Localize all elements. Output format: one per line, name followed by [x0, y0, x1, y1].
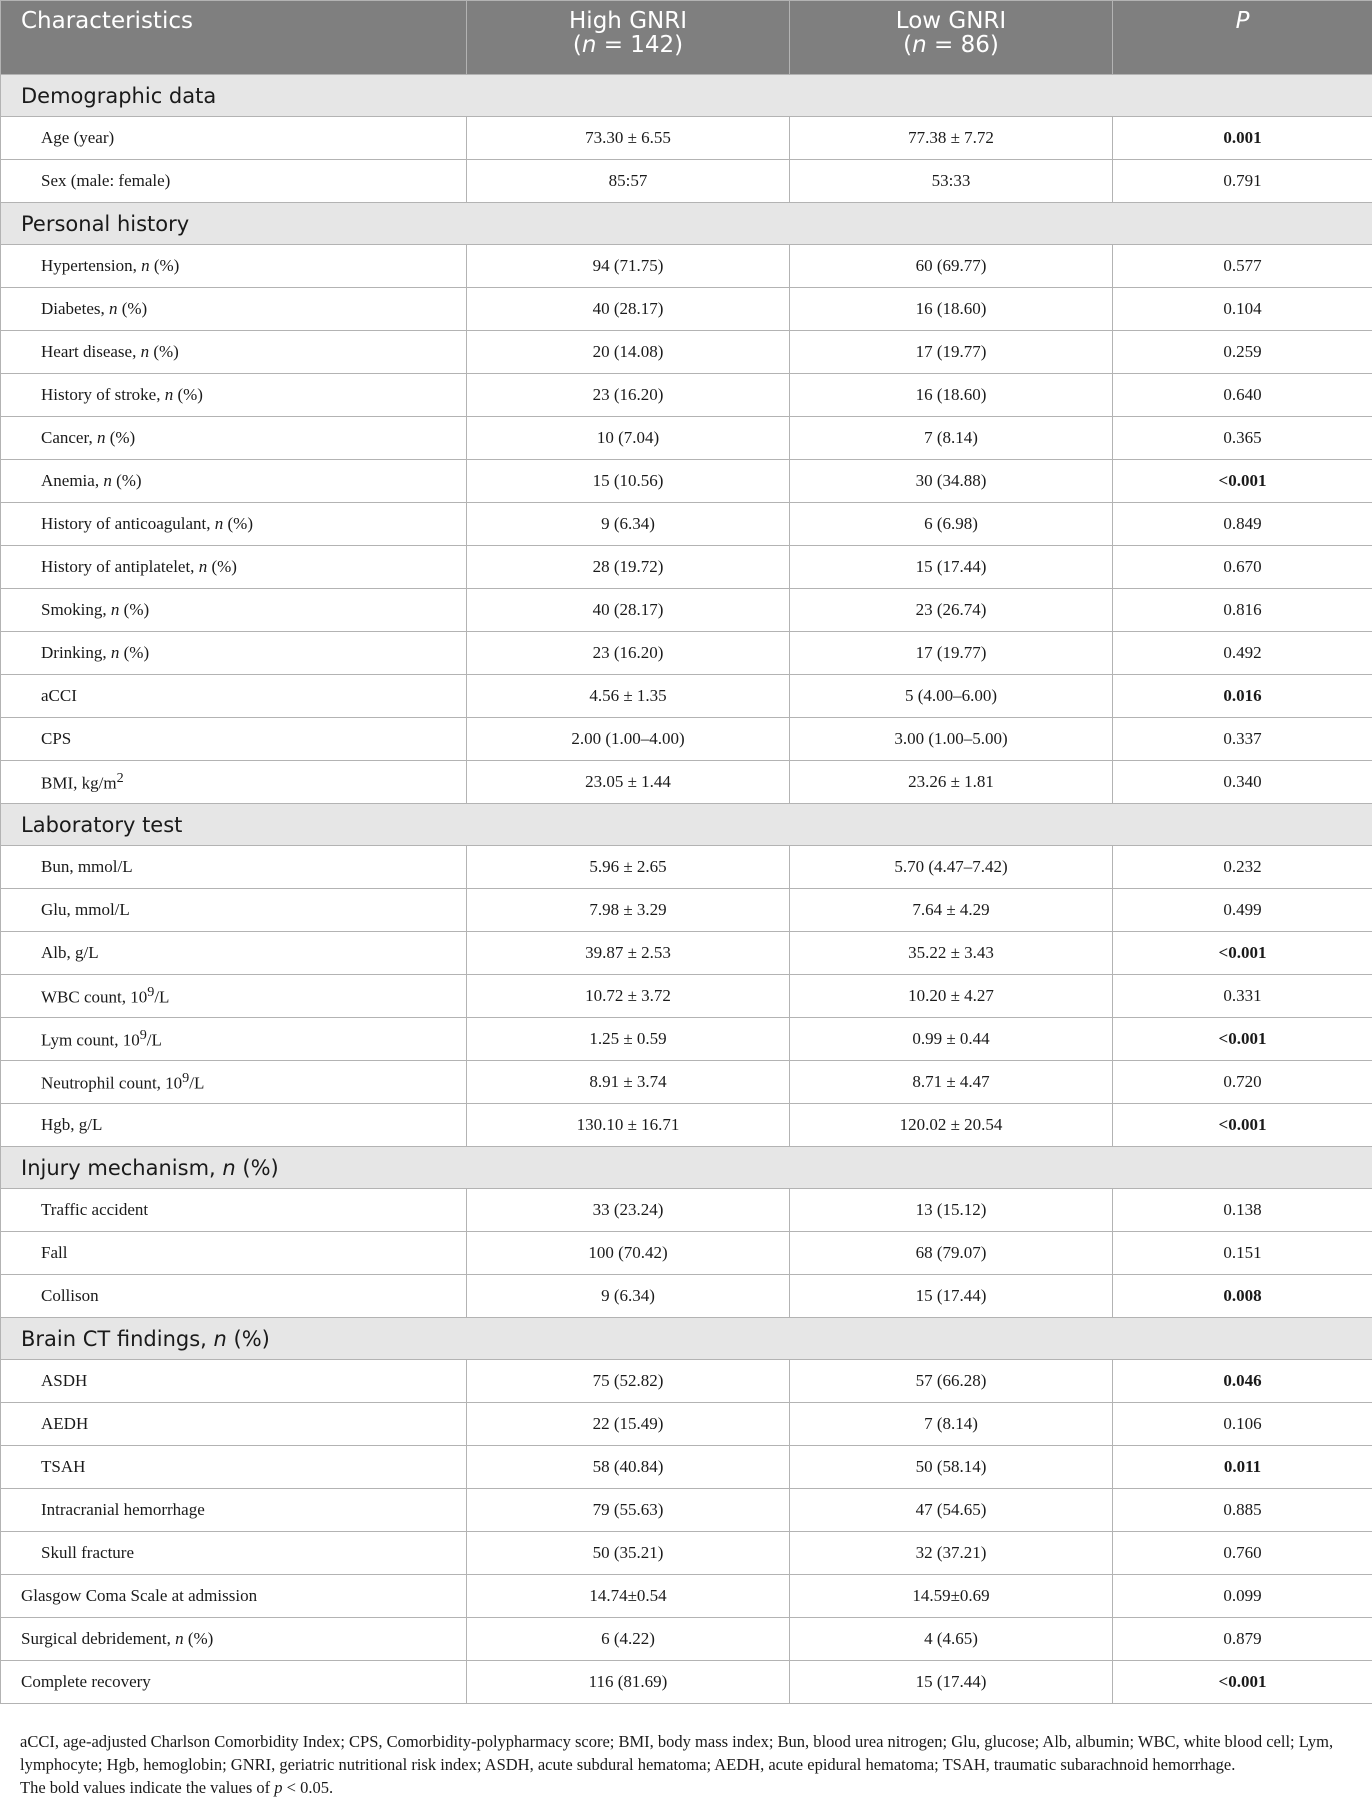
high-gnri-value: 79 (55.63) [467, 1489, 790, 1532]
n-symbol: n [109, 299, 118, 318]
row-label: Traffic accident [1, 1189, 467, 1232]
section-brain-ct [1, 1318, 1372, 1360]
p-value: 0.259 [1113, 331, 1372, 374]
row-label-text: Diabetes, [41, 299, 109, 318]
row-label: Age (year) [1, 117, 467, 160]
row-label: Bun, mmol/L [1, 846, 467, 889]
p-value: 0.640 [1113, 374, 1372, 417]
p-value: 0.492 [1113, 632, 1372, 675]
p-value: <0.001 [1113, 932, 1372, 975]
row-label [1, 288, 467, 331]
p-value: 0.816 [1113, 589, 1372, 632]
n-symbol: n [141, 342, 150, 361]
row-label [1, 245, 467, 288]
p-value: 0.499 [1113, 889, 1372, 932]
low-gnri-value: 14.59±0.69 [790, 1575, 1113, 1618]
high-gnri-value: 23 (16.20) [467, 632, 790, 675]
low-gnri-value: 17 (19.77) [790, 331, 1113, 374]
row-label-text: Lym count, 10 [41, 1031, 140, 1050]
footnote-bold-text: The bold values indicate the values of [20, 1778, 274, 1797]
low-gnri-value: 16 (18.60) [790, 288, 1113, 331]
high-gnri-value: 22 (15.49) [467, 1403, 790, 1446]
high-gnri-value: 116 (81.69) [467, 1661, 790, 1704]
percent-symbol: (%) [173, 385, 203, 404]
row-label: Intracranial hemorrhage [1, 1489, 467, 1532]
p-value: <0.001 [1113, 1661, 1372, 1704]
row-label [1, 546, 467, 589]
header-row [1, 1, 1372, 75]
table-row [1, 975, 1372, 1018]
row-label: Collison [1, 1275, 467, 1318]
high-gnri-value: 5.96 ± 2.65 [467, 846, 790, 889]
section-demographic: Demographic data [1, 75, 1372, 117]
row-label-text: Hypertension, [41, 256, 141, 275]
table-row [1, 460, 1372, 503]
table-row [1, 1575, 1372, 1618]
table-row [1, 632, 1372, 675]
p-value: <0.001 [1113, 460, 1372, 503]
row-label-text: WBC count, 10 [41, 988, 147, 1007]
header-low-gnri-open: ( [903, 32, 912, 58]
high-gnri-value: 9 (6.34) [467, 503, 790, 546]
header-low-gnri-name: Low GNRI [896, 8, 1006, 34]
header-p-value [1113, 1, 1372, 75]
row-label-text: Neutrophil count, 10 [41, 1074, 182, 1093]
low-gnri-value: 17 (19.77) [790, 632, 1113, 675]
row-label [1, 589, 467, 632]
n-symbol: n [199, 557, 208, 576]
footnote-abbreviations: aCCI, age-adjusted Charlson Comorbidity Index; CPS, Comorbidity-polypharmacy score; BMI, body mass index; Bun, blood urea nitrogen; Glu, glucose; Alb, albumin; WBC, white blood cell; Lym, lymphocyte; Hgb, hemoglobin; GNRI, geriatric nutritional risk index; ASDH, acute subdural hematoma; AEDH, acute epidural hematoma; TSAH, traumatic subarachnoid hemorrhage. [20, 1730, 1360, 1776]
section-row [1, 804, 1372, 846]
low-gnri-value: 15 (17.44) [790, 1275, 1113, 1318]
p-value: 0.138 [1113, 1189, 1372, 1232]
row-label-text: History of anticoagulant, [41, 514, 215, 533]
low-gnri-value: 7.64 ± 4.29 [790, 889, 1113, 932]
high-gnri-value: 2.00 (1.00–4.00) [467, 718, 790, 761]
header-low-gnri-count: = 86) [927, 32, 999, 58]
row-label: ASDH [1, 1360, 467, 1403]
high-gnri-value: 28 (19.72) [467, 546, 790, 589]
high-gnri-value: 33 (23.24) [467, 1189, 790, 1232]
low-gnri-value: 77.38 ± 7.72 [790, 117, 1113, 160]
p-value: 0.760 [1113, 1532, 1372, 1575]
high-gnri-value: 9 (6.34) [467, 1275, 790, 1318]
row-label [1, 331, 467, 374]
low-gnri-value: 23.26 ± 1.81 [790, 761, 1113, 804]
superscript: 9 [147, 984, 154, 1000]
p-value: 0.008 [1113, 1275, 1372, 1318]
p-value: 0.232 [1113, 846, 1372, 889]
section-injury-text: Injury mechanism, [21, 1156, 222, 1180]
row-label: AEDH [1, 1403, 467, 1446]
low-gnri-value: 23 (26.74) [790, 589, 1113, 632]
high-gnri-value: 4.56 ± 1.35 [467, 675, 790, 718]
p-value: 0.879 [1113, 1618, 1372, 1661]
row-label: Alb, g/L [1, 932, 467, 975]
low-gnri-value: 60 (69.77) [790, 245, 1113, 288]
p-value: 0.337 [1113, 718, 1372, 761]
table-row [1, 1403, 1372, 1446]
row-label-text: Heart disease, [41, 342, 141, 361]
row-label [1, 374, 467, 417]
row-label-text: Drinking, [41, 643, 111, 662]
table-row [1, 1275, 1372, 1318]
row-label: Hgb, g/L [1, 1104, 467, 1147]
n-symbol: n [215, 514, 224, 533]
high-gnri-value: 94 (71.75) [467, 245, 790, 288]
percent-symbol: (%) [227, 1327, 270, 1351]
low-gnri-value: 32 (37.21) [790, 1532, 1113, 1575]
row-label [1, 975, 467, 1018]
percent-symbol: (%) [207, 557, 237, 576]
row-label-text: Cancer, [41, 428, 97, 447]
low-gnri-value: 10.20 ± 4.27 [790, 975, 1113, 1018]
low-gnri-value: 16 (18.60) [790, 374, 1113, 417]
header-high-gnri-count: = 142) [596, 32, 683, 58]
row-label-text: Anemia, [41, 471, 103, 490]
high-gnri-value: 8.91 ± 3.74 [467, 1061, 790, 1104]
high-gnri-value: 6 (4.22) [467, 1618, 790, 1661]
percent-symbol: (%) [150, 256, 180, 275]
low-gnri-value: 47 (54.65) [790, 1489, 1113, 1532]
section-laboratory: Laboratory test [1, 804, 1372, 846]
table-row [1, 761, 1372, 804]
row-label: Complete recovery [1, 1661, 467, 1704]
low-gnri-value: 8.71 ± 4.47 [790, 1061, 1113, 1104]
p-value: 0.849 [1113, 503, 1372, 546]
low-gnri-value: 120.02 ± 20.54 [790, 1104, 1113, 1147]
section-row [1, 203, 1372, 245]
high-gnri-value: 58 (40.84) [467, 1446, 790, 1489]
n-symbol: n [103, 471, 112, 490]
percent-symbol: (%) [105, 428, 135, 447]
row-label: aCCI [1, 675, 467, 718]
row-label: Glu, mmol/L [1, 889, 467, 932]
p-value: 0.001 [1113, 117, 1372, 160]
percent-symbol: (%) [119, 600, 149, 619]
superscript: 9 [140, 1027, 147, 1043]
high-gnri-value: 1.25 ± 0.59 [467, 1018, 790, 1061]
p-value: <0.001 [1113, 1104, 1372, 1147]
table-row [1, 589, 1372, 632]
percent-symbol: (%) [112, 471, 142, 490]
percent-symbol: (%) [119, 643, 149, 662]
low-gnri-value: 0.99 ± 0.44 [790, 1018, 1113, 1061]
row-label [1, 1061, 467, 1104]
n-symbol: n [111, 643, 120, 662]
high-gnri-value: 100 (70.42) [467, 1232, 790, 1275]
row-label-text: Surgical debridement, [21, 1629, 175, 1648]
row-label [1, 761, 467, 804]
table-row [1, 1360, 1372, 1403]
row-label-text: History of stroke, [41, 385, 165, 404]
row-label [1, 417, 467, 460]
section-personal: Personal history [1, 203, 1372, 245]
row-label [1, 503, 467, 546]
table-row [1, 245, 1372, 288]
low-gnri-value: 30 (34.88) [790, 460, 1113, 503]
p-value: 0.340 [1113, 761, 1372, 804]
row-label: TSAH [1, 1446, 467, 1489]
high-gnri-value: 23.05 ± 1.44 [467, 761, 790, 804]
p-value: 0.577 [1113, 245, 1372, 288]
low-gnri-value: 6 (6.98) [790, 503, 1113, 546]
section-row [1, 1318, 1372, 1360]
table-row [1, 1489, 1372, 1532]
table-row [1, 117, 1372, 160]
unit-text: /L [189, 1074, 204, 1093]
n-symbol: n [111, 600, 120, 619]
table-row [1, 1232, 1372, 1275]
low-gnri-value: 53:33 [790, 160, 1113, 203]
row-label: Skull fracture [1, 1532, 467, 1575]
high-gnri-value: 10.72 ± 3.72 [467, 975, 790, 1018]
high-gnri-value: 85:57 [467, 160, 790, 203]
row-label: CPS [1, 718, 467, 761]
high-gnri-value: 20 (14.08) [467, 331, 790, 374]
footnote-bold-note [20, 1776, 1360, 1799]
table-row [1, 675, 1372, 718]
table-row [1, 889, 1372, 932]
table-row [1, 1061, 1372, 1104]
row-label: Sex (male: female) [1, 160, 467, 203]
n-symbol: n [222, 1156, 235, 1180]
low-gnri-value: 15 (17.44) [790, 1661, 1113, 1704]
header-high-gnri-n: n [582, 32, 597, 58]
header-characteristics: Characteristics [1, 1, 467, 75]
p-value: 0.331 [1113, 975, 1372, 1018]
table-row [1, 374, 1372, 417]
low-gnri-value: 5 (4.00–6.00) [790, 675, 1113, 718]
section-injury [1, 1147, 1372, 1189]
high-gnri-value: 23 (16.20) [467, 374, 790, 417]
header-p-label: P [1236, 8, 1250, 34]
row-label-text: BMI, kg/m [41, 774, 117, 793]
high-gnri-value: 40 (28.17) [467, 589, 790, 632]
p-value: 0.104 [1113, 288, 1372, 331]
high-gnri-value: 75 (52.82) [467, 1360, 790, 1403]
p-value: 0.885 [1113, 1489, 1372, 1532]
high-gnri-value: 15 (10.56) [467, 460, 790, 503]
section-ct-text: Brain CT findings, [21, 1327, 214, 1351]
p-value: 0.016 [1113, 675, 1372, 718]
high-gnri-value: 39.87 ± 2.53 [467, 932, 790, 975]
high-gnri-value: 73.30 ± 6.55 [467, 117, 790, 160]
table-row [1, 1618, 1372, 1661]
n-symbol: n [175, 1629, 184, 1648]
high-gnri-value: 130.10 ± 16.71 [467, 1104, 790, 1147]
table-row [1, 546, 1372, 589]
p-value: 0.720 [1113, 1061, 1372, 1104]
row-label: Glasgow Coma Scale at admission [1, 1575, 467, 1618]
low-gnri-value: 50 (58.14) [790, 1446, 1113, 1489]
n-symbol: n [97, 428, 106, 447]
table-row [1, 932, 1372, 975]
high-gnri-value: 7.98 ± 3.29 [467, 889, 790, 932]
table-row [1, 160, 1372, 203]
p-value: <0.001 [1113, 1018, 1372, 1061]
table-row [1, 331, 1372, 374]
low-gnri-value: 7 (8.14) [790, 417, 1113, 460]
percent-symbol: (%) [149, 342, 179, 361]
table-row [1, 503, 1372, 546]
unit-text: /L [154, 988, 169, 1007]
row-label [1, 1018, 467, 1061]
high-gnri-value: 40 (28.17) [467, 288, 790, 331]
p-value: 0.099 [1113, 1575, 1372, 1618]
n-symbol: n [165, 385, 174, 404]
table-row [1, 718, 1372, 761]
unit-text: /L [147, 1031, 162, 1050]
low-gnri-value: 68 (79.07) [790, 1232, 1113, 1275]
high-gnri-value: 50 (35.21) [467, 1532, 790, 1575]
table-row [1, 1018, 1372, 1061]
table-row [1, 1446, 1372, 1489]
low-gnri-value: 3.00 (1.00–5.00) [790, 718, 1113, 761]
low-gnri-value: 7 (8.14) [790, 1403, 1113, 1446]
low-gnri-value: 4 (4.65) [790, 1618, 1113, 1661]
superscript: 9 [182, 1070, 189, 1086]
n-symbol: n [214, 1327, 227, 1351]
percent-symbol: (%) [236, 1156, 279, 1180]
row-label [1, 632, 467, 675]
row-label: Fall [1, 1232, 467, 1275]
low-gnri-value: 5.70 (4.47–7.42) [790, 846, 1113, 889]
high-gnri-value: 10 (7.04) [467, 417, 790, 460]
table-row [1, 1532, 1372, 1575]
table-row [1, 1661, 1372, 1704]
row-label [1, 1618, 467, 1661]
p-value: 0.151 [1113, 1232, 1372, 1275]
table-row [1, 288, 1372, 331]
table-row [1, 1104, 1372, 1147]
section-row [1, 1147, 1372, 1189]
p-value: 0.106 [1113, 1403, 1372, 1446]
p-value: 0.670 [1113, 546, 1372, 589]
p-symbol: p [274, 1778, 282, 1797]
p-value: 0.791 [1113, 160, 1372, 203]
header-low-gnri [790, 1, 1113, 75]
p-value: 0.046 [1113, 1360, 1372, 1403]
low-gnri-value: 15 (17.44) [790, 546, 1113, 589]
percent-symbol: (%) [184, 1629, 214, 1648]
row-label-text: Smoking, [41, 600, 111, 619]
n-symbol: n [141, 256, 150, 275]
p-value: 0.011 [1113, 1446, 1372, 1489]
table-row [1, 417, 1372, 460]
percent-symbol: (%) [223, 514, 253, 533]
header-high-gnri [467, 1, 790, 75]
p-value: 0.365 [1113, 417, 1372, 460]
section-row [1, 75, 1372, 117]
table-row [1, 1189, 1372, 1232]
percent-symbol: (%) [117, 299, 147, 318]
row-label-text: History of antiplatelet, [41, 557, 199, 576]
header-low-gnri-n: n [912, 32, 927, 58]
footnote-threshold: < 0.05. [283, 1778, 334, 1797]
header-high-gnri-open: ( [573, 32, 582, 58]
low-gnri-value: 35.22 ± 3.43 [790, 932, 1113, 975]
header-high-gnri-name: High GNRI [569, 8, 687, 34]
row-label [1, 460, 467, 503]
table-row [1, 846, 1372, 889]
superscript: 2 [117, 770, 124, 786]
low-gnri-value: 13 (15.12) [790, 1189, 1113, 1232]
low-gnri-value: 57 (66.28) [790, 1360, 1113, 1403]
high-gnri-value: 14.74±0.54 [467, 1575, 790, 1618]
